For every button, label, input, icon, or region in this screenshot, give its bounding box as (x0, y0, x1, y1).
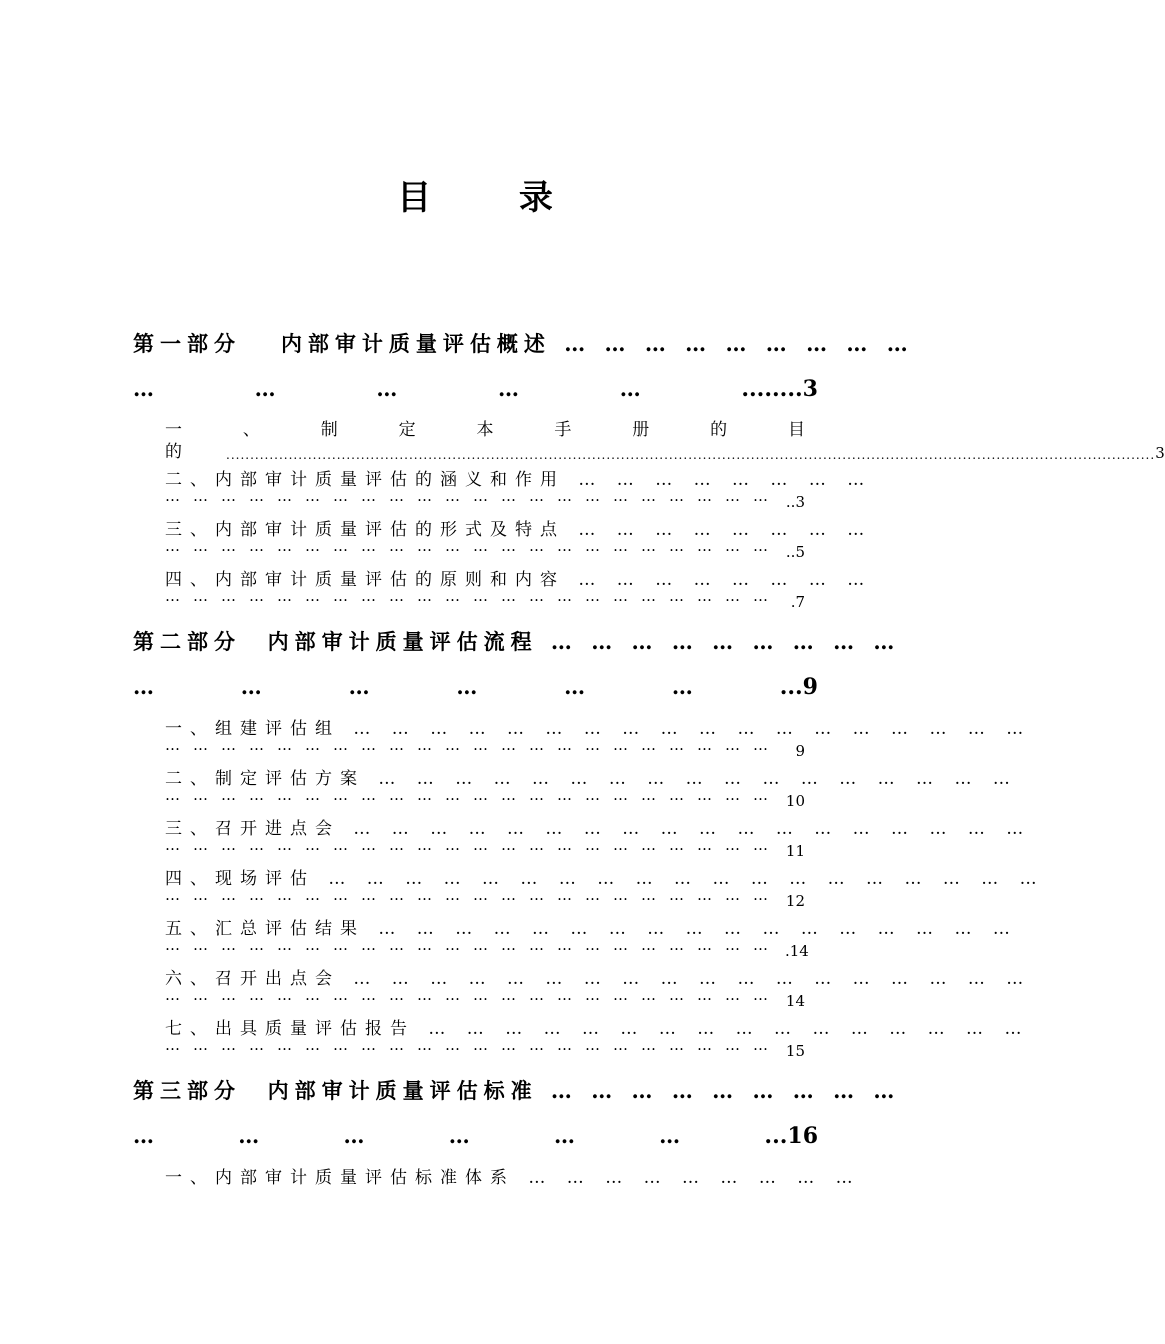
section-2-7-line1: 七、出具质量评估报告 … … … … … … … … … … … … … … … … (165, 1019, 1030, 1039)
toc-part-2[interactable] (0, 626, 950, 700)
toc-part-3-line1: 第三部分 内部审计质量评估标准 … … … … … … … … … (133, 1078, 901, 1103)
toc-section-1-4[interactable] (0, 565, 950, 611)
toc-part-3-line2: … … … … … … ...16 (133, 1123, 818, 1149)
section-1-3-line2: ………………………………………………………… ..5 (165, 537, 805, 561)
section-1-4-line2: ………………………………………………………… .7 (165, 587, 805, 611)
section-2-5-page: .14 (785, 942, 809, 960)
section-1-4-line1: 四、内部审计质量评估的原则和内容 … … … … … … … … (165, 570, 873, 590)
toc-section-2-4[interactable] (0, 864, 1045, 910)
section-3-1-line1: 一、内部审计质量评估标准体系 … … … … … … … … … (165, 1168, 861, 1188)
section-2-1-line1: 一、组建评估组 … … … … … … … … … … … … … … … … … … (165, 719, 1032, 739)
toc-section-3-1[interactable] (0, 1163, 950, 1193)
toc-part-2-line2: … … … … … … ...9 (133, 674, 818, 700)
toc-part-1-line1: 第一部分 内部审计质量评估概述 … … … … … … … … … (133, 331, 914, 356)
section-1-1-tail: 的 (165, 442, 182, 462)
section-1-2-line1: 二、内部审计质量评估的涵义和作用 … … … … … … … … (165, 470, 873, 490)
toc-part-1[interactable] (0, 328, 950, 402)
toc-part-1-line2: … … … … … ........3 (133, 376, 818, 402)
part-3-label: 第三部分 (133, 1078, 241, 1103)
part-2-name: 内部审计质量评估流程 (267, 629, 538, 654)
section-1-4-page: .7 (790, 593, 805, 611)
section-2-5-line1: 五、汇总评估结果 … … … … … … … … … … … … … … … … … (165, 919, 1018, 939)
section-2-6-page: 14 (785, 992, 805, 1010)
section-2-4-line2: ………………………………………………………… 12 (165, 886, 805, 910)
section-2-2-line1: 二、制定评估方案 … … … … … … … … … … … … … … … … … (165, 769, 1018, 789)
toc-section-1-3[interactable] (0, 515, 950, 561)
toc-part-2-line1: 第二部分 内部审计质量评估流程 … … … … … … … … … (133, 629, 901, 654)
section-1-1-line2: 的 ................................................................................................................................................................................................. 3 (165, 437, 815, 462)
section-1-2-page: ..3 (785, 493, 805, 511)
part-2-label: 第二部分 (133, 629, 241, 654)
part-1-page: ........3 (741, 376, 818, 402)
section-2-4-page: 12 (785, 892, 805, 910)
toc-section-2-1[interactable] (0, 714, 1032, 760)
section-1-1-line1: 一 、 制 定 本 手 册 的 目 (165, 420, 805, 440)
toc-part-3[interactable] (0, 1075, 950, 1149)
section-1-3-line1: 三、内部审计质量评估的形式及特点 … … … … … … … … (165, 520, 873, 540)
section-1-2-line2: ………………………………………………………… ..3 (165, 487, 805, 511)
section-2-7-line2: ………………………………………………………… 15 (165, 1036, 805, 1060)
section-2-2-page: 10 (785, 792, 805, 810)
section-2-4-line1: 四、现场评估 … … … … … … … … … … … … … … … … … … … (165, 869, 1045, 889)
section-2-3-line2: ………………………………………………………… 11 (165, 836, 805, 860)
toc-section-1-2[interactable] (0, 465, 950, 511)
section-2-3-page: 11 (785, 842, 805, 860)
section-2-5-line2: ………………………………………………………… .14 (165, 936, 809, 960)
toc-section-2-5[interactable] (0, 914, 1018, 960)
section-1-1-page: 3 (1155, 444, 1165, 462)
section-2-1-page: 9 (795, 742, 805, 760)
toc-section-2-3[interactable] (0, 814, 1032, 860)
section-2-7-page: 15 (785, 1042, 805, 1060)
section-2-1-line2: ………………………………………………………… 9 (165, 736, 805, 760)
section-2-6-line2: ………………………………………………………… 14 (165, 986, 805, 1010)
section-2-6-line1: 六、召开出点会 … … … … … … … … … … … … … … … … … … (165, 969, 1032, 989)
part-2-page: ...9 (779, 674, 818, 700)
section-2-2-line2: ………………………………………………………… 10 (165, 786, 805, 810)
part-3-page: ...16 (764, 1123, 818, 1149)
toc-section-2-7[interactable] (0, 1014, 1030, 1060)
section-2-3-line1: 三、召开进点会 … … … … … … … … … … … … … … … … … … (165, 819, 1032, 839)
toc-section-1-1[interactable] (0, 415, 1165, 462)
part-3-name: 内部审计质量评估标准 (267, 1078, 538, 1103)
toc-section-2-6[interactable] (0, 964, 1032, 1010)
page-title: 目 录 (397, 178, 591, 218)
section-1-3-page: ..5 (785, 543, 805, 561)
part-1-label: 第一部分 (133, 331, 241, 356)
part-1-name: 内部审计质量评估概述 (280, 331, 551, 356)
toc-section-2-2[interactable] (0, 764, 1018, 810)
